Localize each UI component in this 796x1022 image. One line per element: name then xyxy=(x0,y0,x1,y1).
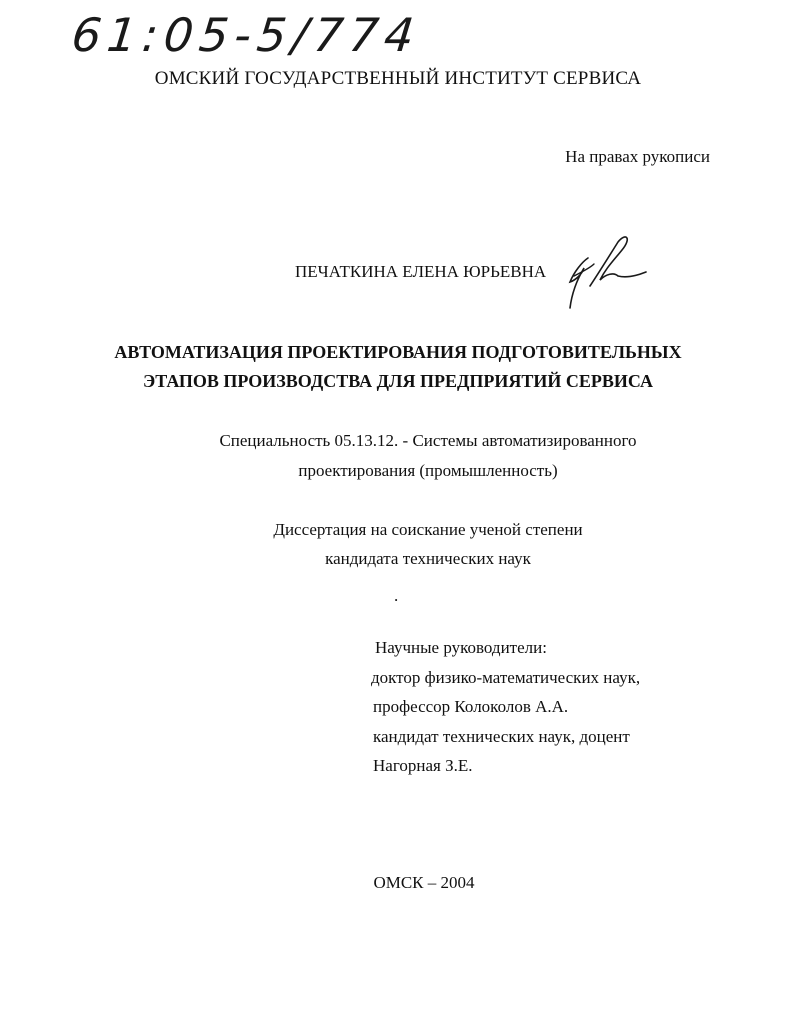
supervisor-line: Нагорная З.Е. xyxy=(373,756,473,775)
manuscript-note: На правах рукописи xyxy=(565,147,710,166)
supervisor-line: доктор физико-математических наук, xyxy=(371,668,641,687)
dissertation-title-line-2: ЭТАПОВ ПРОИЗВОДСТВА ДЛЯ ПРЕДПРИЯТИЙ СЕРВИСА xyxy=(143,371,653,391)
supervisor-line: кандидат технических наук, доцент xyxy=(373,727,630,746)
supervisor-line: профессор Колоколов А.А. xyxy=(373,697,569,716)
specialty-line-1: Специальность 05.13.12. - Системы автоматизированного xyxy=(219,431,637,450)
degree-line-1: Диссертация на соискание ученой степени xyxy=(273,520,583,539)
author-name: ПЕЧАТКИНА ЕЛЕНА ЮРЬЕВНА xyxy=(295,262,547,281)
city-year: ОМСК – 2004 xyxy=(373,873,475,892)
supervisors-heading: Научные руководители: xyxy=(375,638,547,657)
specialty-line-2: проектирования (промышленность) xyxy=(298,461,558,480)
degree-line-2: кандидата технических наук xyxy=(325,549,531,568)
dissertation-title-line-1: АВТОМАТИЗАЦИЯ ПРОЕКТИРОВАНИЯ ПОДГОТОВИТЕЛЬНЫХ xyxy=(114,342,682,362)
institute-name: ОМСКИЙ ГОСУДАРСТВЕННЫЙ ИНСТИТУТ СЕРВИСА xyxy=(154,68,642,89)
archive-code: 61:05-5/774 xyxy=(69,8,423,62)
stray-mark: . xyxy=(394,586,399,605)
signature-icon xyxy=(560,228,650,316)
